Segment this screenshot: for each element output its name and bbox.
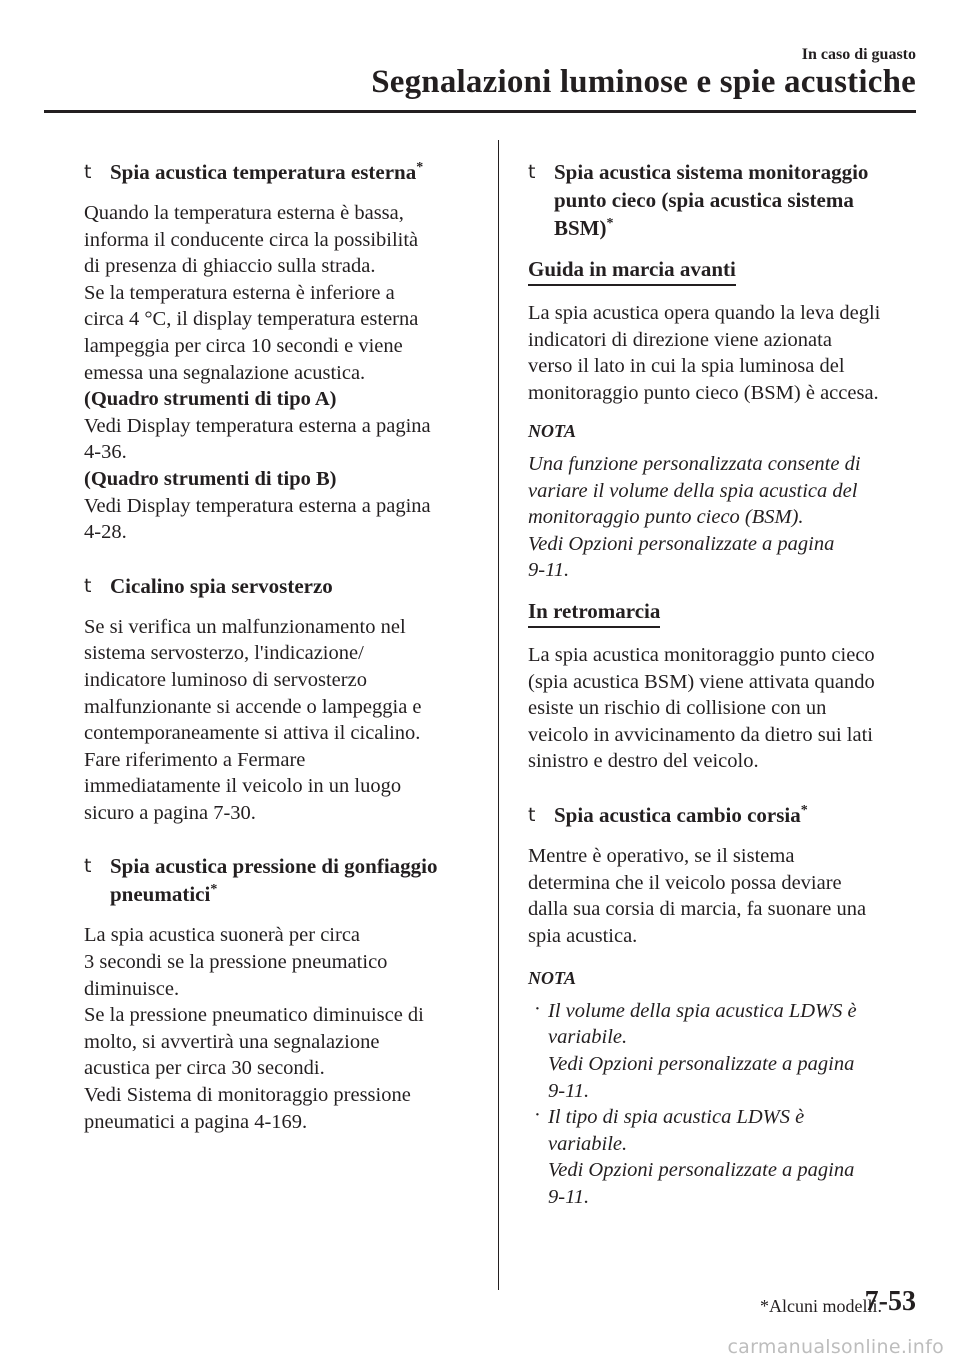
page-title: Segnalazioni luminose e spie acustiche — [371, 64, 916, 100]
text-line: di presenza di ghiaccio sulla strada. — [84, 255, 376, 278]
cluster-type-a-label: (Quadro strumenti di tipo A) — [84, 388, 337, 411]
list-item — [548, 998, 920, 1104]
page-reference: Vedi Display temperatura esterna a pagina — [84, 494, 431, 517]
asterisk-mark: * — [800, 802, 808, 818]
nota-text — [528, 451, 920, 584]
text-line: dalla sua corsia di marcia, fa suonare una — [528, 898, 867, 921]
heading-text: Spia acustica cambio corsia — [554, 802, 801, 827]
heading-text: pneumatici — [110, 882, 211, 907]
section-cambio-corsia — [528, 801, 920, 1211]
text-line: 9-11. — [548, 1079, 590, 1102]
bullet-icon: t — [528, 803, 536, 826]
text-line: diminuisce. — [84, 977, 180, 1000]
asterisk-mark: * — [606, 216, 614, 231]
text-line: lampeggia per circa 10 secondi e viene — [84, 334, 403, 357]
bullet-icon: t — [528, 161, 536, 183]
subheading-retromarcia: In retromarcia — [528, 598, 660, 628]
cluster-type-b-label: (Quadro strumenti di tipo B) — [84, 467, 337, 490]
text-line: circa 4 °C, il display temperatura esterna — [84, 308, 419, 331]
text-line: veicolo in avvicinamento da dietro sui lati — [528, 723, 873, 746]
bullet-icon: t — [84, 161, 92, 183]
text-line: La spia acustica suonerà per circa — [84, 924, 361, 947]
section-temperatura-esterna — [84, 158, 472, 546]
text-line: emessa una segnalazione acustica. — [84, 361, 366, 384]
text-line: spia acustica. — [528, 924, 638, 947]
section-bsm — [528, 158, 920, 775]
text-line: Se la temperatura esterna è inferiore a — [84, 281, 395, 304]
text-line: sinistro e destro del veicolo. — [528, 750, 759, 773]
page-reference: Vedi Display temperatura esterna a pagina — [84, 414, 431, 437]
text-line: variabile. — [548, 1132, 628, 1155]
section-pressione-pneumatici — [84, 852, 472, 1135]
paragraph — [84, 922, 472, 1135]
text-line: monitoraggio punto cieco (BSM) è accesa. — [528, 381, 879, 404]
section-heading — [84, 572, 472, 600]
text-line: variare il volume della spia acustica del — [528, 479, 858, 502]
text-line: Vedi Opzioni personalizzate a pagina — [548, 1159, 855, 1182]
paragraph — [84, 614, 472, 827]
text-line: Il tipo di spia acustica LDWS è — [548, 1106, 805, 1129]
asterisk-mark: * — [210, 882, 218, 898]
text-line: molto, si avvertirà una segnalazione — [84, 1030, 380, 1053]
heading-text: Spia acustica temperatura esterna — [110, 160, 417, 184]
paragraph — [84, 200, 472, 546]
section-heading — [84, 158, 472, 186]
column-divider — [498, 140, 499, 1290]
heading-text: Cicalino spia servosterzo — [110, 573, 333, 598]
text-line: pneumatici a pagina 4-169. — [84, 1110, 308, 1133]
text-line: 3 secondi se la pressione pneumatico — [84, 951, 388, 974]
bullet-icon: t — [84, 855, 92, 878]
heading-text: Spia acustica pressione di gonfiaggio — [110, 854, 438, 879]
heading-text: Spia acustica sistema monitoraggio — [554, 160, 869, 184]
section-heading — [528, 158, 920, 242]
page-number: 7-53 — [864, 1286, 916, 1317]
list-item — [548, 1104, 920, 1210]
text-line: informa il conducente circa la possibilità — [84, 228, 419, 251]
paragraph — [528, 843, 920, 949]
text-line: 9-11. — [548, 1186, 590, 1209]
text-line: malfunzionante si accende o lampeggia e — [84, 695, 422, 718]
nota-label: NOTA — [528, 968, 577, 989]
text-line: La spia acustica monitoraggio punto cieco — [528, 643, 875, 666]
section-heading — [528, 801, 920, 829]
heading-text: punto cieco (spia acustica sistema — [554, 188, 854, 212]
right-column — [528, 158, 920, 1229]
text-line: determina che il veicolo possa deviare — [528, 871, 842, 894]
nota-list — [528, 998, 920, 1211]
text-line: Quando la temperatura esterna è bassa, — [84, 202, 404, 224]
text-line: Fare riferimento a Fermare — [84, 748, 306, 771]
subheading-marcia-avanti: Guida in marcia avanti — [528, 256, 736, 286]
text-line: Vedi Sistema di monitoraggio pressione — [84, 1084, 411, 1107]
text-line: (spia acustica BSM) viene attivata quando — [528, 670, 875, 693]
bullet-icon: t — [84, 574, 92, 597]
text-line: Il volume della spia acustica LDWS è — [548, 999, 857, 1022]
chapter-label: In caso di guasto — [801, 46, 916, 63]
page-reference: 4-28. — [84, 521, 127, 544]
text-line: Se si verifica un malfunzionamento nel — [84, 615, 406, 638]
page-reference: 4-36. — [84, 441, 127, 464]
text-line: indicatori di direzione viene azionata — [528, 328, 832, 351]
section-cicalino-servosterzo — [84, 572, 472, 827]
text-line: Mentre è operativo, se il sistema — [528, 844, 795, 867]
heading-text: BSM) — [554, 216, 607, 240]
text-line: monitoraggio punto cieco (BSM). — [528, 506, 804, 529]
footnote: *Alcuni modelli. — [760, 1296, 882, 1316]
text-line: Vedi Opzioni personalizzate a pagina — [548, 1053, 855, 1076]
text-line: Se la pressione pneumatico diminuisce di — [84, 1004, 424, 1027]
nota-label: NOTA — [528, 421, 577, 442]
text-line: variabile. — [548, 1026, 628, 1049]
text-line: acustica per circa 30 secondi. — [84, 1057, 325, 1080]
text-line: contemporaneamente si attiva il cicalino. — [84, 722, 421, 745]
text-line: sicuro a pagina 7-30. — [84, 801, 256, 824]
text-line: Una funzione personalizzata consente di — [528, 452, 861, 475]
text-line: La spia acustica opera quando la leva degli — [528, 302, 881, 324]
text-line: immediatamente il veicolo in un luogo — [84, 775, 402, 798]
paragraph — [528, 300, 920, 406]
text-line: esiste un rischio di collisione con un — [528, 697, 827, 720]
left-column — [84, 158, 472, 1153]
section-heading — [84, 852, 472, 908]
asterisk-mark: * — [416, 160, 424, 175]
watermark: carmanualsonline.info — [727, 1336, 944, 1358]
text-line: sistema servosterzo, l'indicazione/ — [84, 642, 364, 665]
paragraph — [528, 642, 920, 775]
text-line: 9-11. — [528, 559, 570, 582]
text-line: indicatore luminoso di servosterzo — [84, 668, 367, 691]
text-line: Vedi Opzioni personalizzate a pagina — [528, 532, 835, 555]
header-rule — [44, 110, 916, 113]
text-line: verso il lato in cui la spia luminosa del — [528, 355, 845, 378]
